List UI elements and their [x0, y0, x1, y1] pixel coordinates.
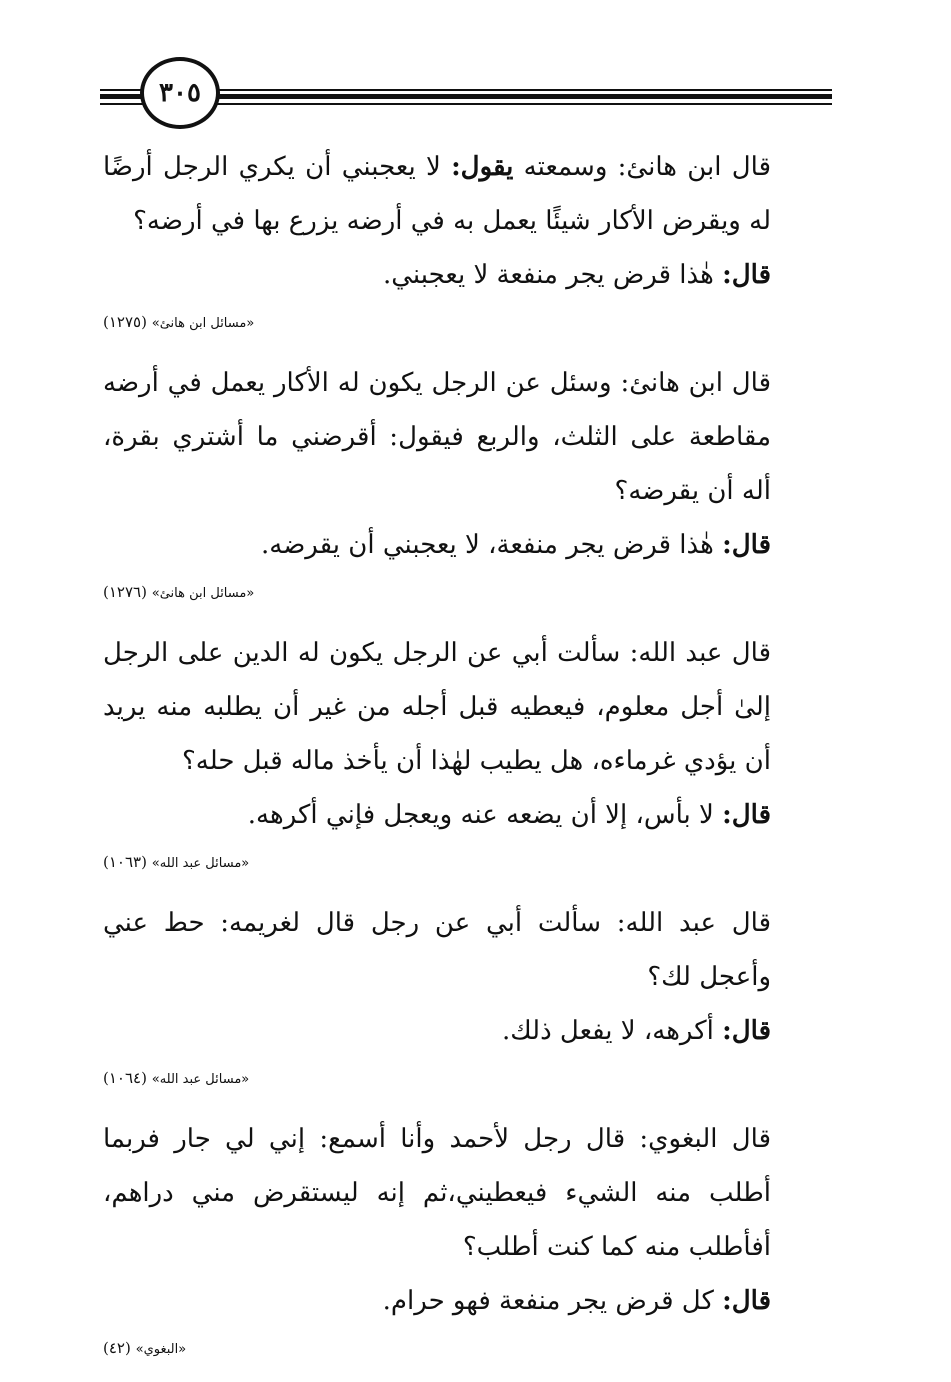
question-text: قال رجل لأحمد وأنا أسمع: إني لي جار فربما أطلب منه الشيء فيعطيني،ثم إنه ليستقرض مني دراهم، أفأطلب منه كما كنت أطلب؟ — [103, 1124, 771, 1262]
source-citation — [103, 1338, 831, 1360]
page-header — [100, 50, 832, 130]
source-name: «مسائل ابن هانئ» — [151, 586, 255, 601]
source-citation — [103, 1068, 831, 1090]
source-name: «مسائل عبد الله» — [151, 1072, 250, 1087]
question-paragraph — [103, 896, 831, 1004]
answer-paragraph — [103, 788, 831, 842]
answer-text: لا بأس، إلا أن يضعه عنه ويعجل فإني أكرهه. — [247, 800, 714, 830]
source-number: (١٠٦٤) — [103, 1069, 147, 1087]
page-number: ٣٠٥ — [159, 78, 201, 108]
source-citation — [103, 582, 831, 604]
answer-label: قال: — [722, 530, 771, 560]
answer-text: أكرهه، لا يفعل ذلك. — [501, 1016, 714, 1046]
source-citation — [103, 312, 831, 334]
answer-paragraph — [103, 518, 831, 572]
answer-paragraph — [103, 248, 831, 302]
answer-paragraph — [103, 1274, 831, 1328]
answer-label: قال: — [722, 800, 771, 830]
question-paragraph — [103, 140, 831, 248]
page-body — [103, 140, 831, 1382]
question-lead: قال عبد الله: — [629, 638, 771, 668]
question-pre: وسمعته — [523, 152, 608, 182]
source-number: (١٢٧٦) — [103, 583, 147, 601]
question-paragraph — [103, 1112, 831, 1274]
question-lead: قال عبد الله: — [616, 908, 771, 938]
answer-label: قال: — [722, 1016, 771, 1046]
source-name: «مسائل ابن هانئ» — [151, 316, 255, 331]
source-name: «البغوي» — [135, 1342, 187, 1357]
answer-text: هٰذا قرض يجر منفعة، لا يعجبني أن يقرضه. — [260, 530, 714, 560]
question-verb: يقول: — [451, 152, 514, 182]
question-text: سألت أبي عن رجل قال لغريمه: حط عني وأعجل لك؟ — [103, 908, 771, 992]
source-number: (١٢٧٥) — [103, 313, 147, 331]
answer-text: كل قرض يجر منفعة فهو حرام. — [382, 1286, 714, 1316]
source-number: (٤٢) — [103, 1339, 131, 1357]
question-paragraph — [103, 356, 831, 518]
question-paragraph — [103, 626, 831, 788]
question-lead: قال ابن هانئ: — [620, 368, 772, 398]
answer-paragraph — [103, 1004, 831, 1058]
answer-text: هٰذا قرض يجر منفعة لا يعجبني. — [382, 260, 714, 290]
answer-label: قال: — [722, 260, 771, 290]
answer-label: قال: — [722, 1286, 771, 1316]
question-text: لا يعجبني أن يكري الرجل أرضًا له ويقرض الأكار شيئًا يعمل به في أرضه يزرع بها في أرضه؟ — [103, 152, 771, 236]
source-number: (١٠٦٣) — [103, 853, 147, 871]
question-lead: قال البغوي: — [639, 1124, 771, 1154]
page-number-badge — [140, 57, 220, 129]
source-citation — [103, 852, 831, 874]
question-text: سألت أبي عن الرجل يكون له الدين على الرجل إلىٰ أجل معلوم، فيعطيه قبل أجله من غير أن يطلبه منه يريد أن يؤدي غرماءه، هل يطيب لهٰذا أن يأخذ ماله قبل حله؟ — [103, 638, 771, 776]
source-name: «مسائل عبد الله» — [151, 856, 250, 871]
question-text: وسئل عن الرجل يكون له الأكار يعمل في أرضه مقاطعة على الثلث، والربع فيقول: أقرضني ما أشتري بقرة، أله أن يقرضه؟ — [103, 368, 771, 506]
question-lead: قال ابن هانئ: — [617, 152, 772, 182]
